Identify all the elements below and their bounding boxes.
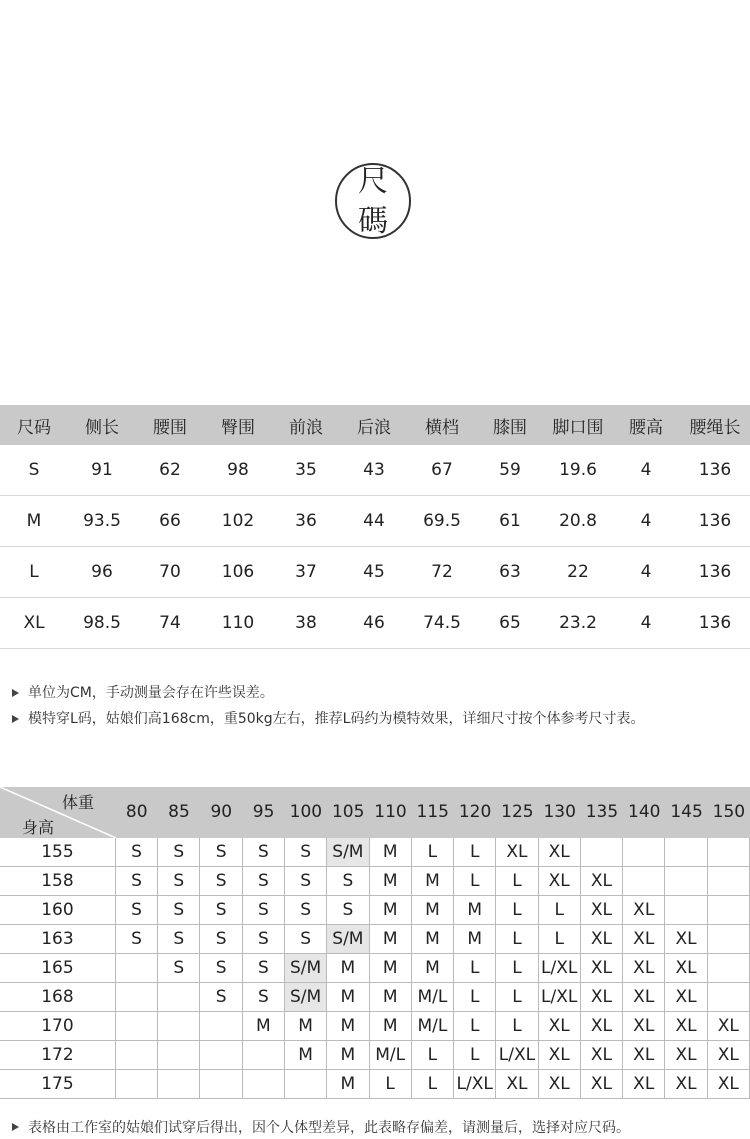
size-recommendation-cell: S/M bbox=[285, 954, 327, 982]
size-recommendation-cell: M bbox=[285, 1012, 327, 1040]
size-emblem bbox=[335, 163, 411, 239]
size-cell: 69.5 bbox=[423, 511, 461, 531]
weight-header-cell: 110 bbox=[374, 802, 407, 822]
height-cell: 163 bbox=[0, 925, 116, 953]
size-recommendation-cell bbox=[158, 1041, 200, 1069]
size-recommendation-cell: XL bbox=[623, 1012, 665, 1040]
size-table-row bbox=[0, 496, 750, 547]
size-recommendation-cell: S bbox=[243, 954, 285, 982]
size-cell: 4 bbox=[640, 460, 652, 480]
size-recommendation-cell: S bbox=[158, 954, 200, 982]
size-header-cell: 后浪 bbox=[357, 417, 391, 438]
size-recommendation-cell: L bbox=[496, 867, 538, 895]
note-item bbox=[12, 680, 742, 706]
size-recommendation-cell: L bbox=[496, 954, 538, 982]
size-cell: 36 bbox=[295, 511, 317, 531]
rec-table-row bbox=[0, 896, 750, 925]
size-recommendation-cell: M/L bbox=[412, 983, 454, 1011]
size-recommendation-cell: L bbox=[412, 1070, 454, 1098]
size-recommendation-cell bbox=[708, 867, 750, 895]
weight-header-cell: 115 bbox=[416, 802, 449, 822]
height-cell: 160 bbox=[0, 896, 116, 924]
note-text: 单位为CM，手动测量会存在许些误差。 bbox=[28, 685, 274, 701]
size-recommendation-cell: XL bbox=[665, 1041, 707, 1069]
size-cell: 4 bbox=[640, 511, 652, 531]
size-cell: 98.5 bbox=[83, 613, 121, 633]
rec-table-row bbox=[0, 1012, 750, 1041]
size-table bbox=[0, 405, 750, 649]
size-cell: 4 bbox=[640, 613, 652, 633]
size-recommendation-cell: L bbox=[539, 896, 581, 924]
size-recommendation-cell: M bbox=[285, 1041, 327, 1069]
size-recommendation-cell bbox=[116, 1070, 158, 1098]
size-recommendation-cell bbox=[200, 1070, 242, 1098]
size-recommendation-cell: XL bbox=[708, 1070, 750, 1098]
size-recommendation-cell: L bbox=[496, 1012, 538, 1040]
size-cell: 136 bbox=[698, 460, 732, 480]
height-cell: 158 bbox=[0, 867, 116, 895]
size-cell: 37 bbox=[295, 562, 317, 582]
size-recommendation-cell bbox=[708, 925, 750, 953]
size-recommendation-cell: S/M bbox=[327, 925, 369, 953]
size-recommendation-cell bbox=[200, 1012, 242, 1040]
size-recommendation-cell bbox=[708, 838, 750, 866]
size-header-cell: 横档 bbox=[425, 417, 459, 438]
size-recommendation-cell: XL bbox=[581, 1070, 623, 1098]
size-recommendation-cell: S bbox=[200, 867, 242, 895]
weight-header-cell: 105 bbox=[331, 802, 365, 822]
size-recommendation-cell: L bbox=[454, 1041, 496, 1069]
size-table-header bbox=[0, 405, 750, 445]
size-recommendation-cell bbox=[158, 1012, 200, 1040]
size-recommendation-cell bbox=[708, 983, 750, 1011]
height-cell: 155 bbox=[0, 838, 116, 866]
size-recommendation-cell: M bbox=[327, 1070, 369, 1098]
size-recommendation-cell bbox=[116, 954, 158, 982]
rec-table-row bbox=[0, 1070, 750, 1099]
rec-table-row bbox=[0, 838, 750, 867]
triangle-bullet-icon bbox=[12, 715, 19, 723]
size-cell: 74.5 bbox=[423, 613, 461, 633]
height-label: 身高 bbox=[22, 818, 55, 837]
size-recommendation-cell: M bbox=[412, 925, 454, 953]
size-cell: 23.2 bbox=[559, 613, 597, 633]
size-recommendation-cell: L bbox=[370, 1070, 412, 1098]
weight-header-cell: 150 bbox=[712, 802, 746, 822]
size-recommendation-cell: M bbox=[370, 896, 412, 924]
size-cell: 19.6 bbox=[559, 460, 597, 480]
size-recommendation-cell: S bbox=[116, 867, 158, 895]
size-recommendation-cell: L bbox=[454, 867, 496, 895]
size-cell: 66 bbox=[159, 511, 181, 531]
size-recommendation-cell bbox=[158, 1070, 200, 1098]
size-recommendation-cell: XL bbox=[496, 838, 538, 866]
size-recommendation-cell: XL bbox=[581, 1041, 623, 1069]
size-recommendation-cell: M bbox=[327, 983, 369, 1011]
size-header-cell: 膝围 bbox=[493, 417, 527, 438]
size-cell: 91 bbox=[91, 460, 113, 480]
weight-label: 体重 bbox=[62, 793, 95, 812]
size-cell: 22 bbox=[567, 562, 589, 582]
size-recommendation-cell bbox=[665, 896, 707, 924]
size-header-cell: 侧长 bbox=[85, 417, 119, 438]
size-recommendation-cell: XL bbox=[496, 1070, 538, 1098]
weight-header-cell: 90 bbox=[210, 802, 233, 822]
size-cell: 4 bbox=[640, 562, 652, 582]
triangle-bullet-icon bbox=[12, 689, 19, 697]
size-recommendation-cell: M bbox=[412, 867, 454, 895]
size-header-cell: 脚口围 bbox=[552, 417, 604, 438]
size-recommendation-cell: S bbox=[243, 925, 285, 953]
size-recommendation-cell: XL bbox=[581, 1012, 623, 1040]
weight-header-cell: 135 bbox=[585, 802, 619, 822]
size-cell: S bbox=[28, 460, 40, 480]
size-cell: 136 bbox=[698, 562, 732, 582]
size-recommendation-cell: S bbox=[327, 896, 369, 924]
emblem-char-1: 尺 bbox=[358, 164, 388, 199]
weight-header-cell: 95 bbox=[252, 802, 275, 822]
rec-table-header bbox=[0, 787, 750, 838]
size-recommendation-cell: XL bbox=[581, 954, 623, 982]
size-cell: 106 bbox=[221, 562, 255, 582]
size-recommendation-cell: XL bbox=[539, 838, 581, 866]
size-recommendation-cell: S bbox=[116, 925, 158, 953]
size-recommendation-cell: M bbox=[243, 1012, 285, 1040]
size-recommendation-cell: XL bbox=[708, 1012, 750, 1040]
size-recommendation-cell: S bbox=[200, 983, 242, 1011]
weight-header-cell: 145 bbox=[670, 802, 703, 822]
size-recommendation-cell: XL bbox=[708, 1041, 750, 1069]
size-table-row bbox=[0, 598, 750, 649]
size-recommendation-cell: XL bbox=[539, 867, 581, 895]
size-cell: 44 bbox=[363, 511, 385, 531]
size-recommendation-cell: XL bbox=[581, 867, 623, 895]
size-recommendation-cell: S bbox=[200, 838, 242, 866]
height-cell: 175 bbox=[0, 1070, 116, 1098]
size-recommendation-cell: S bbox=[158, 867, 200, 895]
size-cell: 61 bbox=[499, 511, 521, 531]
corner-cell bbox=[0, 787, 116, 838]
size-table-row bbox=[0, 445, 750, 496]
size-recommendation-cell: M bbox=[412, 954, 454, 982]
size-recommendation-cell: S bbox=[158, 838, 200, 866]
size-recommendation-cell bbox=[243, 1070, 285, 1098]
rec-table-row bbox=[0, 1041, 750, 1070]
size-header-cell: 腰围 bbox=[153, 417, 187, 438]
size-recommendation-cell: L/XL bbox=[454, 1070, 496, 1098]
size-recommendation-cell: S bbox=[200, 954, 242, 982]
emblem-char-2: 碼 bbox=[358, 204, 388, 239]
size-cell: XL bbox=[23, 613, 45, 633]
size-cell: 63 bbox=[499, 562, 521, 582]
size-recommendation-cell bbox=[116, 1041, 158, 1069]
height-cell: 172 bbox=[0, 1041, 116, 1069]
size-recommendation-cell bbox=[116, 1012, 158, 1040]
size-cell: 74 bbox=[159, 613, 181, 633]
size-recommendation-cell: L bbox=[496, 896, 538, 924]
size-recommendation-cell: L bbox=[454, 983, 496, 1011]
size-recommendation-cell bbox=[200, 1041, 242, 1069]
size-recommendation-cell bbox=[285, 1070, 327, 1098]
size-cell: 67 bbox=[431, 460, 453, 480]
size-recommendation-cell: S bbox=[116, 896, 158, 924]
size-recommendation-cell: M bbox=[454, 896, 496, 924]
size-cell: 136 bbox=[698, 613, 732, 633]
size-recommendation-cell: XL bbox=[539, 1041, 581, 1069]
size-recommendation-cell: S bbox=[327, 867, 369, 895]
size-recommendation-cell: XL bbox=[539, 1070, 581, 1098]
size-cell: 93.5 bbox=[83, 511, 121, 531]
size-recommendation-cell: XL bbox=[623, 954, 665, 982]
size-recommendation-cell: S bbox=[285, 867, 327, 895]
size-recommendation-cell bbox=[581, 838, 623, 866]
size-table-row bbox=[0, 547, 750, 598]
size-cell: 46 bbox=[363, 613, 385, 633]
size-recommendation-cell: M bbox=[370, 838, 412, 866]
size-recommendation-cell: L bbox=[496, 983, 538, 1011]
size-cell: 98 bbox=[227, 460, 249, 480]
size-recommendation-cell bbox=[665, 867, 707, 895]
size-recommendation-cell: S bbox=[158, 896, 200, 924]
size-cell: 65 bbox=[499, 613, 521, 633]
size-cell: 96 bbox=[91, 562, 113, 582]
rec-table-row bbox=[0, 983, 750, 1012]
size-recommendation-cell: S/M bbox=[285, 983, 327, 1011]
weight-header-cell: 125 bbox=[501, 802, 534, 822]
size-recommendation-cell: XL bbox=[581, 896, 623, 924]
size-recommendation-cell: S bbox=[243, 983, 285, 1011]
size-recommendation-cell: XL bbox=[665, 1012, 707, 1040]
size-cell: 110 bbox=[221, 613, 255, 633]
size-header-cell: 腰绳长 bbox=[689, 417, 741, 438]
size-recommendation-cell: L bbox=[454, 1012, 496, 1040]
size-recommendation-cell: L/XL bbox=[539, 954, 581, 982]
size-cell: 20.8 bbox=[559, 511, 597, 531]
size-recommendation-cell: S bbox=[285, 925, 327, 953]
weight-header-cell: 100 bbox=[289, 802, 323, 822]
size-recommendation-cell: XL bbox=[623, 1041, 665, 1069]
rec-table-row bbox=[0, 867, 750, 896]
size-cell: 102 bbox=[221, 511, 255, 531]
size-recommendation-cell: M bbox=[327, 1012, 369, 1040]
size-recommendation-cell bbox=[708, 954, 750, 982]
size-recommendation-cell: M bbox=[412, 896, 454, 924]
size-recommendation-cell bbox=[708, 896, 750, 924]
size-recommendation-cell: M bbox=[370, 954, 412, 982]
weight-header-cell: 130 bbox=[543, 802, 576, 822]
size-recommendation-cell: S bbox=[243, 867, 285, 895]
size-cell: L bbox=[29, 562, 39, 582]
size-recommendation-cell: XL bbox=[623, 925, 665, 953]
size-recommendation-cell bbox=[116, 983, 158, 1011]
height-cell: 165 bbox=[0, 954, 116, 982]
size-recommendation-cell: XL bbox=[539, 1012, 581, 1040]
size-recommendation-cell: XL bbox=[623, 1070, 665, 1098]
size-recommendation-cell: M bbox=[327, 1041, 369, 1069]
size-recommendation-cell: L/XL bbox=[539, 983, 581, 1011]
size-cell: 59 bbox=[499, 460, 521, 480]
size-recommendation-cell: L bbox=[496, 925, 538, 953]
size-cell: 136 bbox=[698, 511, 732, 531]
size-recommendation-cell: XL bbox=[581, 983, 623, 1011]
notes bbox=[12, 680, 742, 732]
size-recommendation-cell: M bbox=[327, 954, 369, 982]
triangle-bullet-icon bbox=[12, 1123, 19, 1131]
size-recommendation-cell: M bbox=[454, 925, 496, 953]
size-recommendation-cell bbox=[623, 838, 665, 866]
size-recommendation-cell: S bbox=[158, 925, 200, 953]
size-header-cell: 臀围 bbox=[221, 417, 255, 438]
size-recommendation-cell: XL bbox=[665, 983, 707, 1011]
size-recommendation-cell: M bbox=[370, 867, 412, 895]
size-recommendation-cell bbox=[665, 838, 707, 866]
size-recommendation-cell: L bbox=[539, 925, 581, 953]
size-header-cell: 前浪 bbox=[289, 417, 323, 438]
size-recommendation-cell bbox=[623, 867, 665, 895]
weight-header-cell: 85 bbox=[168, 802, 190, 822]
size-cell: 62 bbox=[159, 460, 181, 480]
size-cell: 70 bbox=[159, 562, 181, 582]
size-recommendation-cell: L/XL bbox=[496, 1041, 538, 1069]
rec-table-row bbox=[0, 925, 750, 954]
size-recommendation-cell: S bbox=[243, 896, 285, 924]
size-recommendation-cell: XL bbox=[623, 983, 665, 1011]
size-recommendation-cell: M bbox=[370, 983, 412, 1011]
size-recommendation-cell: L bbox=[412, 1041, 454, 1069]
size-recommendation-cell: S bbox=[116, 838, 158, 866]
footnote-text: 表格由工作室的姑娘们试穿后得出，因个人体型差异，此表略存偏差，请测量后，选择对应尺码。 bbox=[28, 1120, 630, 1136]
note-item bbox=[12, 706, 742, 732]
size-recommendation-cell: S bbox=[285, 896, 327, 924]
footnote bbox=[12, 1115, 630, 1139]
size-recommendation-cell bbox=[243, 1041, 285, 1069]
size-recommendation-cell: M/L bbox=[412, 1012, 454, 1040]
size-recommendation-cell: S bbox=[200, 896, 242, 924]
size-recommendation-cell: XL bbox=[623, 896, 665, 924]
weight-header-cell: 120 bbox=[458, 802, 492, 822]
size-recommendation-cell: L bbox=[454, 954, 496, 982]
rec-table-row bbox=[0, 954, 750, 983]
size-recommendation-cell bbox=[158, 983, 200, 1011]
size-recommendation-cell: XL bbox=[665, 1070, 707, 1098]
height-cell: 168 bbox=[0, 983, 116, 1011]
size-cell: 45 bbox=[363, 562, 385, 582]
size-header-cell: 尺码 bbox=[17, 417, 51, 438]
size-recommendation-cell: S bbox=[285, 838, 327, 866]
size-cell: 43 bbox=[363, 460, 385, 480]
size-recommendation-cell: S/M bbox=[327, 838, 369, 866]
weight-header-cell: 80 bbox=[125, 802, 148, 822]
size-cell: 72 bbox=[431, 562, 453, 582]
size-cell: 35 bbox=[295, 460, 317, 480]
weight-header-cell: 140 bbox=[628, 802, 661, 822]
size-recommendation-cell: XL bbox=[665, 925, 707, 953]
size-recommendation-cell: XL bbox=[581, 925, 623, 953]
size-recommendation-cell: S bbox=[243, 838, 285, 866]
size-header-cell: 腰高 bbox=[629, 417, 663, 438]
size-recommendation-cell: M bbox=[370, 925, 412, 953]
size-recommendation-cell: S bbox=[200, 925, 242, 953]
size-recommendation-cell: M/L bbox=[370, 1041, 412, 1069]
size-recommendation-cell: XL bbox=[665, 954, 707, 982]
size-recommendation-cell: L bbox=[454, 838, 496, 866]
size-cell: 38 bbox=[295, 613, 317, 633]
size-cell: M bbox=[26, 511, 42, 531]
height-cell: 170 bbox=[0, 1012, 116, 1040]
size-recommendation-cell: L bbox=[412, 838, 454, 866]
note-text: 模特穿L码，姑娘们高168cm，重50kg左右，推荐L码约为模特效果，详细尺寸按个体参考尺寸表。 bbox=[28, 711, 645, 727]
diagonal-line bbox=[0, 787, 116, 838]
recommendation-table bbox=[0, 787, 750, 1099]
size-recommendation-cell: M bbox=[370, 1012, 412, 1040]
